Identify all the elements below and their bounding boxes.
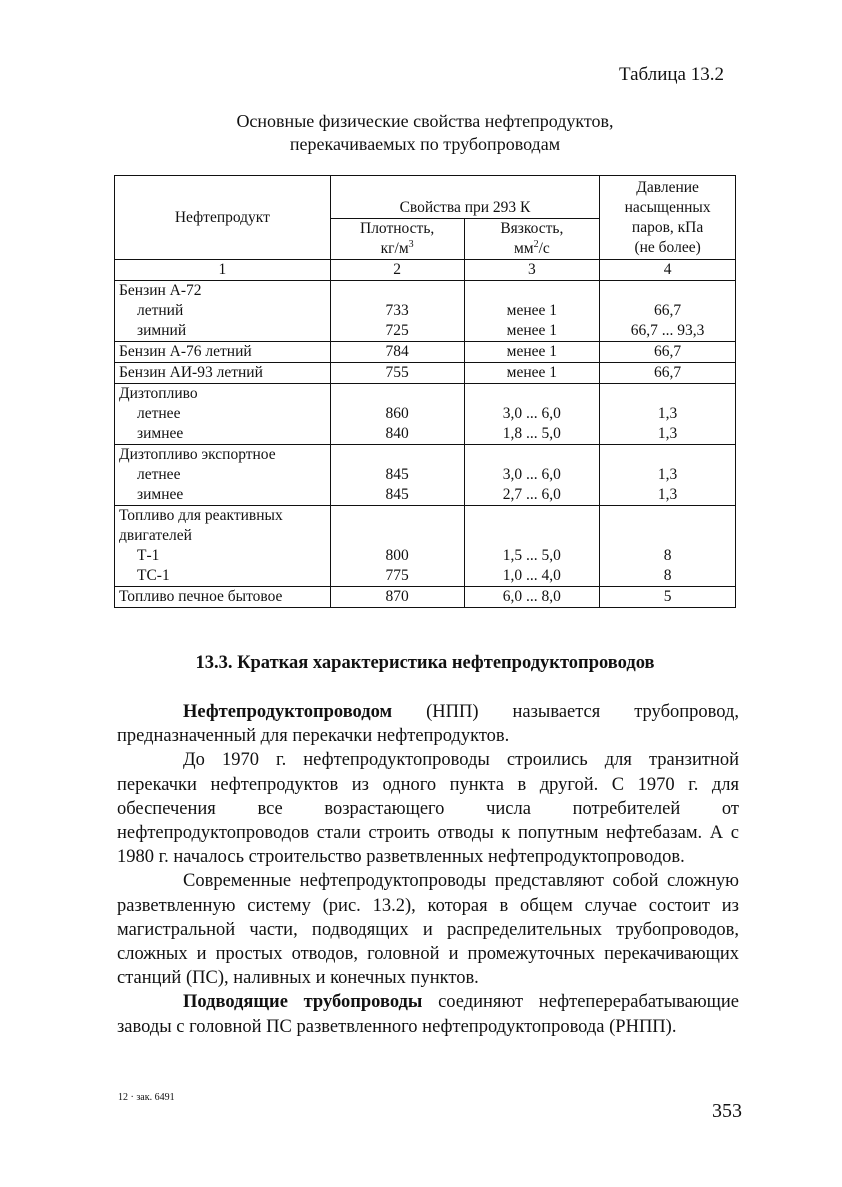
pressure-value: 8 (663, 547, 672, 564)
term-bold: Подводящие трубопроводы (183, 992, 423, 1013)
viscosity-cell (464, 445, 600, 506)
table-row-ai93 (115, 363, 736, 384)
table-header-row-1 (115, 176, 736, 219)
density-value: 845 (385, 466, 409, 483)
product-cell (115, 445, 331, 506)
pressure-value: 66,7 (654, 302, 682, 319)
viscosity-cell (464, 384, 600, 445)
header-viscosity-unit-a: мм (513, 240, 534, 257)
viscosity-value: 3,0 ... 6,0 (502, 405, 561, 422)
print-footnote: 12 · зак. 6491 (118, 1092, 175, 1103)
group-title-line-1: Топливо для реактивных (119, 507, 283, 524)
viscosity-cell (464, 506, 600, 587)
viscosity-value: 3,0 ... 6,0 (502, 466, 561, 483)
subproduct-name: Т-1 (137, 547, 160, 564)
header-density-line-2 (335, 239, 460, 259)
pressure-value: 1,3 (657, 486, 678, 503)
product-cell: Бензин А-76 летний (115, 342, 331, 363)
pressure-value: 66,7 (600, 363, 736, 384)
paragraph-4 (117, 990, 739, 1038)
header-pressure-line-3: паров, кПа (631, 218, 704, 236)
paragraph-3: Современные нефтепродуктопроводы представляют собой сложную разветвленную систему (рис. 13.2), которая в общем случае состоит из магистральной части, подводящих и распределительных трубопроводов, сложных и простых отводов, головной и промежуточных перекачивающих станций (ПС), наливных и конечных пунктов. (117, 871, 739, 989)
density-value: 800 (385, 547, 409, 564)
header-product: Нефтепродукт (115, 176, 331, 260)
header-density-line-1: Плотность, (360, 220, 435, 237)
pressure-value: 5 (600, 587, 736, 608)
group-title: Дизтопливо (119, 385, 198, 402)
column-number-row (115, 260, 736, 281)
viscosity-value: менее 1 (464, 342, 600, 363)
density-cell (330, 281, 464, 342)
density-cell (330, 506, 464, 587)
header-viscosity-unit-b: /с (538, 240, 550, 257)
subproduct-name: зимний (137, 322, 187, 339)
header-pressure-line-2: насыщенных (624, 198, 711, 216)
viscosity-value: 1,5 ... 5,0 (502, 547, 561, 564)
table-row-jet-fuel (115, 506, 736, 587)
pressure-value: 66,7 (600, 342, 736, 363)
table-row-a76 (115, 342, 736, 363)
subproduct-name: летнее (137, 405, 181, 422)
density-cell (330, 445, 464, 506)
body-text (117, 700, 739, 1039)
pressure-value: 1,3 (657, 466, 678, 483)
viscosity-value: 1,0 ... 4,0 (502, 567, 561, 584)
header-density (330, 219, 464, 260)
paragraph-2: До 1970 г. нефтепродуктопроводы строились для транзитной перекачки нефтепродуктов из одного пункта в другой. С 1970 г. для обеспечения все возрастающего числа потребителей от нефтепродуктопроводов стали строить отводы к попутным нефтебазам. А с 1980 г. началось строительство разветвленных нефтепродуктопроводов. (117, 750, 739, 868)
caption-line-1: Основные физические свойства нефтепродуктов, (236, 111, 614, 131)
density-value: 725 (385, 322, 409, 339)
pressure-value: 1,3 (657, 425, 678, 442)
paragraph-4-text: соединяют нефтеперерабатывающие заводы с головной ПС разветвленного нефтепродуктопровода (РНПП). (117, 992, 739, 1037)
header-properties: Свойства при 293 К (330, 176, 599, 219)
pressure-value: 66,7 ... 93,3 (630, 322, 705, 339)
table-caption (112, 110, 738, 156)
pressure-cell (600, 281, 736, 342)
header-viscosity (464, 219, 600, 260)
subproduct-name: ТС-1 (137, 567, 170, 584)
viscosity-value: 1,8 ... 5,0 (502, 425, 561, 442)
term-bold: Нефтепродуктопроводом (183, 702, 393, 722)
paragraph-1 (117, 700, 739, 748)
column-number-1: 1 (115, 260, 331, 281)
density-cell (330, 384, 464, 445)
paragraph-1-text: (НПП) называется трубопровод, предназначенный для перекачки нефтепродуктов. (117, 702, 739, 747)
header-pressure (600, 176, 736, 260)
table-label: Таблица 13.2 (618, 64, 724, 85)
column-number-4: 4 (600, 260, 736, 281)
viscosity-value: 6,0 ... 8,0 (464, 587, 600, 608)
subproduct-name: летнее (137, 466, 181, 483)
header-pressure-line-1: Давление (636, 178, 699, 196)
density-value: 775 (385, 567, 409, 584)
group-title: Дизтопливо экспортное (119, 446, 276, 463)
pressure-value: 8 (663, 567, 672, 584)
header-viscosity-line-1: Вязкость, (500, 220, 564, 237)
page-number: 353 (712, 1100, 742, 1122)
header-viscosity-line-2 (469, 239, 596, 259)
density-value: 870 (330, 587, 464, 608)
table-row-diesel-export (115, 445, 736, 506)
product-cell (115, 506, 331, 587)
density-value: 840 (385, 425, 409, 442)
header-density-unit: кг/м (380, 240, 409, 257)
product-cell: Топливо печное бытовое (115, 587, 331, 608)
product-cell (115, 384, 331, 445)
viscosity-value: менее 1 (506, 322, 558, 339)
viscosity-value: 2,7 ... 6,0 (502, 486, 561, 503)
pressure-cell (600, 445, 736, 506)
subproduct-name: зимнее (137, 425, 184, 442)
viscosity-cell (464, 281, 600, 342)
density-value: 755 (330, 363, 464, 384)
density-value: 784 (330, 342, 464, 363)
subproduct-name: летний (137, 302, 184, 319)
column-number-3: 3 (464, 260, 600, 281)
density-value: 860 (385, 405, 409, 422)
viscosity-value: менее 1 (506, 302, 558, 319)
product-cell: Бензин АИ-93 летний (115, 363, 331, 384)
properties-table (114, 175, 736, 608)
subproduct-name: зимнее (137, 486, 184, 503)
column-number-2: 2 (330, 260, 464, 281)
group-title: Бензин А-72 (119, 282, 202, 299)
pressure-cell (600, 384, 736, 445)
density-value: 733 (385, 302, 409, 319)
table-row-furnace-fuel (115, 587, 736, 608)
section-heading: 13.3. Краткая характеристика нефтепродуктопроводов (195, 653, 655, 673)
header-density-sup: 3 (408, 238, 414, 250)
caption-line-2: перекачиваемых по трубопроводам (289, 134, 561, 154)
density-value: 845 (385, 486, 409, 503)
group-title-line-2: двигателей (119, 527, 192, 544)
product-cell (115, 281, 331, 342)
header-pressure-line-4: (не более) (634, 238, 701, 256)
pressure-value: 1,3 (657, 405, 678, 422)
header-viscosity-sup: 2 (533, 238, 539, 250)
pressure-cell (600, 506, 736, 587)
table-row-diesel (115, 384, 736, 445)
table-row-a72 (115, 281, 736, 342)
viscosity-value: менее 1 (464, 363, 600, 384)
